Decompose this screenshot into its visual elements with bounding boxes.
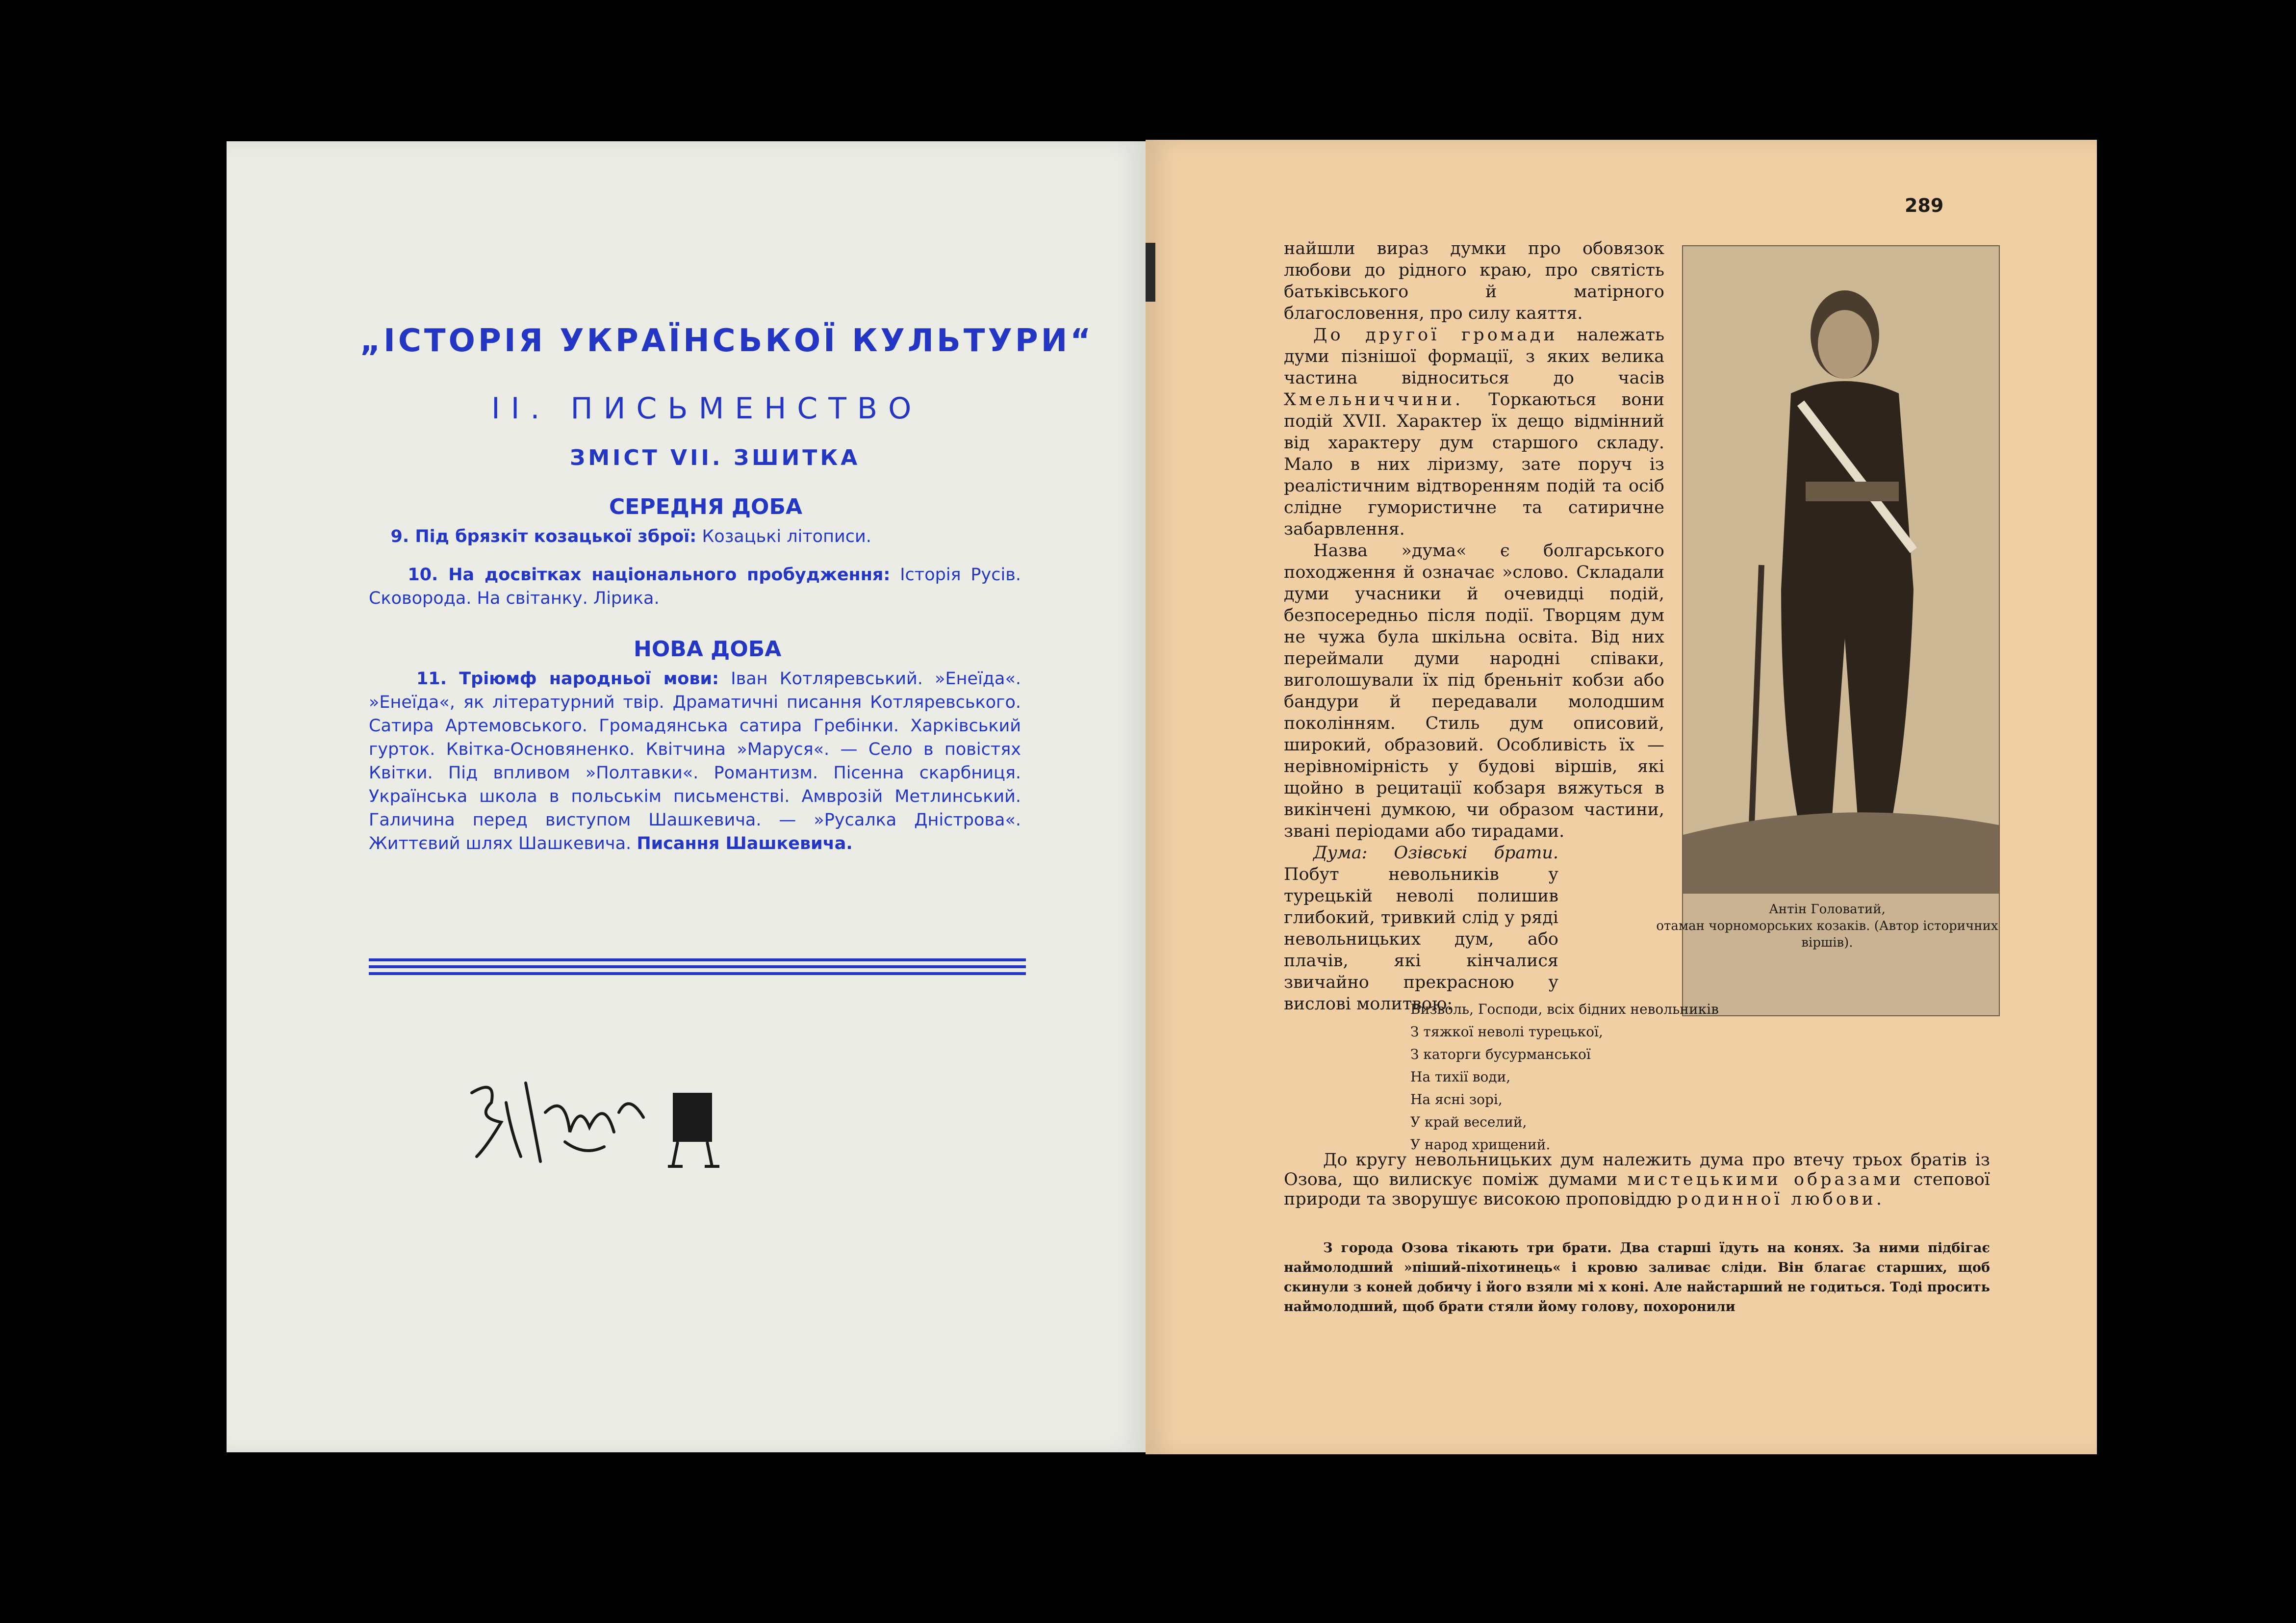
emphasis-text: До другої громади <box>1313 325 1558 345</box>
toc-item-11-tail: Писання Шашкевича. <box>637 834 853 853</box>
paragraph-text: степової природи та зворушує високою проповіддю <box>1284 1170 1990 1209</box>
paragraph: найшли вираз думки про обовязок любови до рідного краю, про святість батьківського й матірного благословення, про силу каяття. <box>1284 239 1664 323</box>
poem-line: На тихії води, <box>1410 1069 1511 1085</box>
toc-item-10-text: Історія Русів. Сковорода. На світанку. Лірика. <box>369 565 1021 608</box>
divider-rule <box>369 958 1026 961</box>
paragraph-small: З города Озова тікають три брати. Два старші їдуть на конях. За ними підбігає наймолодший »піший-піхотинець« і кровю заливає сліди. Він благає старших, щоб скинули з коней добичу і його взяли мі х коні. Але найстарший не годиться. Тоді просить наймолодший, щоб брати стяли йому голову, похоронили <box>1284 1240 1990 1314</box>
paragraph-text: належать думи пізнішої формації, з яких велика частина відноситься до часів <box>1284 325 1664 388</box>
text-column <box>1284 238 1664 1015</box>
toc-title: „ІСТОРІЯ УКРАЇНСЬКОЇ КУЛЬТУРИ“ <box>360 323 1094 359</box>
poem-line: Визволь, Господи, всіх бідних невольників <box>1410 1001 1719 1017</box>
poem-line: З каторги бусурманської <box>1410 1046 1591 1062</box>
poem-title: Дума: Озівські брати. <box>1313 843 1558 863</box>
emphasis-text: Хмельниччини. <box>1284 390 1464 410</box>
toc-item-11-title: 11. Тріюмф народньої мови: <box>416 669 719 689</box>
illustration-caption <box>1656 901 1999 951</box>
right-page <box>1146 140 2097 1454</box>
emphasis-text: мистецькими образами <box>1627 1170 1904 1189</box>
handwritten-signature <box>467 1073 653 1166</box>
toc-item-9 <box>369 525 1021 548</box>
binding-edge <box>1146 243 1155 302</box>
paragraph <box>1284 842 1558 1015</box>
poem-block <box>1410 998 1719 1156</box>
new-age-heading: НОВА ДОБА <box>634 637 782 662</box>
toc-item-11-text: Іван Котляревський. »Енеїда«. »Енеїда«, як літературний твір. Драматичні писання Котляревського. Сатира Артемовського. Громадянська сатира Гребінки. Харківський гурток. Квітка-Основяненко. Квітчина »Маруся«. — Село в повістях Квітки. Під впливом »Полтавки«. Романтизм. Пісенна скарбниця. Українська школа в польськім письменстві. Амврозій Метлинський. Галичина перед виступом Шашкевича. — »Русалка Дністрова«. Життєвий шлях Шашкевича. <box>369 669 1021 853</box>
paragraph <box>1284 1150 1990 1209</box>
paragraph-text: Торкаються вони подій XVII. Характер їх дещо відмінний від характеру дум старшого складу. Мало в них ліризму, зате поруч із реалістичним відтворенням подій та осіб сліднe гумористичне та сатиричне забарвлення. <box>1284 390 1664 539</box>
poem-line: У край веселий, <box>1410 1114 1527 1130</box>
poem-line: З тяжкої неволі турецької, <box>1410 1024 1603 1040</box>
divider-rule <box>369 965 1026 968</box>
poem-line: У народ хрищений. <box>1410 1136 1551 1153</box>
paragraph-text: До кругу невольницьких дум належить дума про втечу трьох братів із Озова, що вилискує поміж думами <box>1284 1150 1990 1189</box>
toc-section-heading: II. ПИСЬМЕНСТВО <box>491 391 922 426</box>
cossack-portrait <box>1683 246 1999 894</box>
toc-item-10 <box>369 563 1021 610</box>
caption-name: Антін Головатий, <box>1769 902 1886 917</box>
toc-contents-heading: ЗМІСТ VII. ЗШИТКА <box>570 445 861 470</box>
caption-description: отаман чорноморських козаків. (Автор історичних віршів). <box>1656 919 1998 950</box>
middle-age-heading: СЕРЕДНЯ ДОБА <box>609 494 803 519</box>
toc-item-11 <box>369 667 1021 855</box>
paragraph-text: Побут невольників у турецькій неволі полишив глибокий, тривкий слід у ряді невольницьких дум, або плачів, які кінчалися звичайно прекрасною у вислові молитвою: <box>1284 865 1558 1014</box>
toc-item-9-text: Козацькі літописи. <box>702 527 871 546</box>
toc-item-9-title: 9. Під брязкіт козацької зброї: <box>390 527 697 546</box>
emphasis-text: родинної любови. <box>1677 1189 1885 1209</box>
left-page <box>227 141 1146 1452</box>
divider-rule <box>369 972 1026 975</box>
poem-line: На ясні зорі, <box>1410 1091 1503 1108</box>
paragraph: Назва »дума« є болгарського походження й означає »слово. Складали думи учасники й очевидці подій, безпосередньо після події. Творцям дум не чужа була шкільна освіта. Від них переймали думи народні співаки, виголошували їх під бреньніт кобзи або бандури й передавали молодшим поколінням. Стиль дум описовий, широкий, образовий. Особливість їх — нерівномірність у будові віршів, які щойно в рецитації кобзаря вяжуться в викінчені думкою, чи образом частини, звані періодами або тирадами. <box>1284 541 1664 841</box>
paragraph <box>1284 324 1664 540</box>
toc-item-10-title: 10. На досвітках національного пробудження: <box>408 565 891 585</box>
page-number: 289 <box>1905 195 1944 216</box>
ink-drawing <box>663 1088 722 1171</box>
